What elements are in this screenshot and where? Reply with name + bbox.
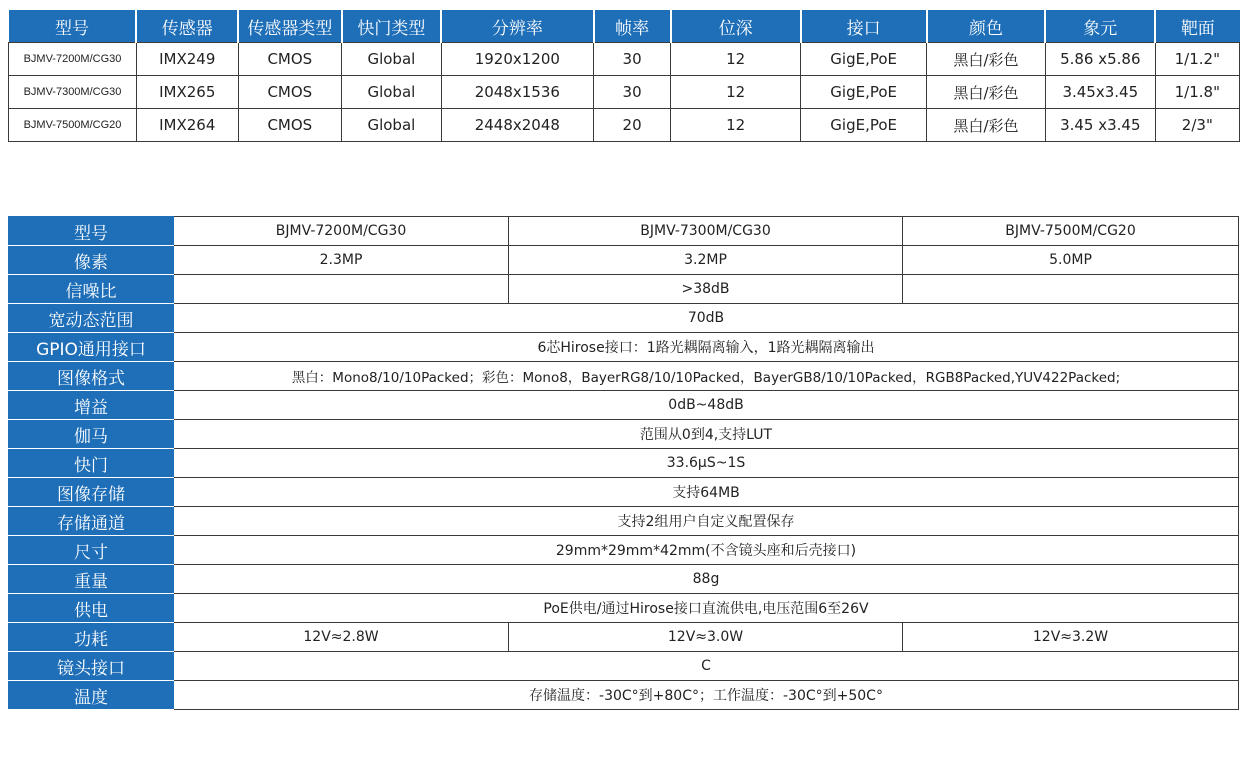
header-model: 型号 bbox=[9, 10, 137, 43]
spec-value: C bbox=[174, 652, 1239, 681]
cell-sensor: IMX264 bbox=[136, 109, 238, 142]
cell-shutter-type: Global bbox=[342, 43, 442, 76]
spec-label: 型号 bbox=[9, 217, 174, 246]
spec-value: 70dB bbox=[174, 304, 1239, 333]
spec-label: 温度 bbox=[9, 681, 174, 710]
header-sensor-format: 靶面 bbox=[1155, 10, 1239, 43]
spec-value: 支持64MB bbox=[174, 478, 1239, 507]
cell-sensor-type: CMOS bbox=[238, 76, 342, 109]
cell-frame-rate: 30 bbox=[594, 43, 671, 76]
spec-value: 存储温度：-30C°到+80C°；工作温度：-30C°到+50C° bbox=[174, 681, 1239, 710]
spec-value: 29mm*29mm*42mm(不含镜头座和后壳接口) bbox=[174, 536, 1239, 565]
table-header-row bbox=[9, 10, 1240, 43]
header-bit-depth: 位深 bbox=[671, 10, 801, 43]
spec-value: 支持2组用户自定义配置保存 bbox=[174, 507, 1239, 536]
header-frame-rate: 帧率 bbox=[594, 10, 671, 43]
spec-label: 快门 bbox=[9, 449, 174, 478]
spec-row-temperature bbox=[9, 681, 1239, 710]
cell-shutter-type: Global bbox=[342, 76, 442, 109]
table-row bbox=[9, 109, 1240, 142]
cell-pixel-size: 3.45x3.45 bbox=[1045, 76, 1155, 109]
spec-row-dynamic-range bbox=[9, 304, 1239, 333]
cell-sensor-format: 2/3" bbox=[1155, 109, 1239, 142]
spec-label: 功耗 bbox=[9, 623, 174, 652]
cell-bit-depth: 12 bbox=[671, 43, 801, 76]
header-pixel-size: 象元 bbox=[1045, 10, 1155, 43]
spec-row-storage-channel bbox=[9, 507, 1239, 536]
spec-value: BJMV-7300M/CG30 bbox=[509, 217, 903, 246]
spec-value: 3.2MP bbox=[509, 246, 903, 275]
spec-value: 2.3MP bbox=[174, 246, 509, 275]
spec-value: 88g bbox=[174, 565, 1239, 594]
camera-spec-summary-table bbox=[8, 10, 1240, 142]
spec-label: 增益 bbox=[9, 391, 174, 420]
spec-row-gain bbox=[9, 391, 1239, 420]
cell-sensor: IMX265 bbox=[136, 76, 238, 109]
spec-value: 12V≈3.0W bbox=[509, 623, 903, 652]
cell-interface: GigE,PoE bbox=[801, 76, 927, 109]
cell-model: BJMV-7300M/CG30 bbox=[9, 76, 137, 109]
cell-sensor-format: 1/1.2" bbox=[1155, 43, 1239, 76]
cell-resolution: 1920x1200 bbox=[441, 43, 593, 76]
cell-model: BJMV-7200M/CG30 bbox=[9, 43, 137, 76]
spec-row-model bbox=[9, 217, 1239, 246]
spec-label: 镜头接口 bbox=[9, 652, 174, 681]
spec-value: 12V≈2.8W bbox=[174, 623, 509, 652]
spec-value: 黑白：Mono8/10/10Packed；彩色：Mono8，BayerRG8/10/10Packed，BayerGB8/10/10Packed，RGB8Packed,YUV422Packed; bbox=[174, 362, 1239, 391]
cell-sensor-type: CMOS bbox=[238, 109, 342, 142]
spec-label: 伽马 bbox=[9, 420, 174, 449]
spec-row-image-format bbox=[9, 362, 1239, 391]
spec-label: 尺寸 bbox=[9, 536, 174, 565]
header-sensor-type: 传感器类型 bbox=[238, 10, 342, 43]
spec-label: 宽动态范围 bbox=[9, 304, 174, 333]
cell-bit-depth: 12 bbox=[671, 109, 801, 142]
cell-color: 黑白/彩色 bbox=[927, 76, 1046, 109]
spec-label: GPIO通用接口 bbox=[9, 333, 174, 362]
spec-label: 像素 bbox=[9, 246, 174, 275]
camera-spec-detail-table bbox=[8, 216, 1239, 710]
cell-resolution: 2048x1536 bbox=[441, 76, 593, 109]
cell-color: 黑白/彩色 bbox=[927, 43, 1046, 76]
spec-row-image-storage bbox=[9, 478, 1239, 507]
spec-label: 供电 bbox=[9, 594, 174, 623]
spec-value: BJMV-7500M/CG20 bbox=[903, 217, 1239, 246]
cell-sensor-type: CMOS bbox=[238, 43, 342, 76]
spec-value: 范围从0到4,支持LUT bbox=[174, 420, 1239, 449]
cell-interface: GigE,PoE bbox=[801, 43, 927, 76]
spec-value bbox=[903, 275, 1239, 304]
spec-value: 0dB~48dB bbox=[174, 391, 1239, 420]
cell-color: 黑白/彩色 bbox=[927, 109, 1046, 142]
spec-row-pixels bbox=[9, 246, 1239, 275]
cell-pixel-size: 5.86 x5.86 bbox=[1045, 43, 1155, 76]
spec-row-size bbox=[9, 536, 1239, 565]
cell-frame-rate: 20 bbox=[594, 109, 671, 142]
table-row bbox=[9, 76, 1240, 109]
spec-row-gpio bbox=[9, 333, 1239, 362]
header-interface: 接口 bbox=[801, 10, 927, 43]
spec-label: 图像存储 bbox=[9, 478, 174, 507]
spec-row-power-consumption bbox=[9, 623, 1239, 652]
spec-label: 存储通道 bbox=[9, 507, 174, 536]
cell-bit-depth: 12 bbox=[671, 76, 801, 109]
cell-shutter-type: Global bbox=[342, 109, 442, 142]
spec-label: 信噪比 bbox=[9, 275, 174, 304]
header-sensor: 传感器 bbox=[136, 10, 238, 43]
table-row bbox=[9, 43, 1240, 76]
spec-value: BJMV-7200M/CG30 bbox=[174, 217, 509, 246]
spec-value: 5.0MP bbox=[903, 246, 1239, 275]
cell-pixel-size: 3.45 x3.45 bbox=[1045, 109, 1155, 142]
header-color: 颜色 bbox=[927, 10, 1046, 43]
spec-value: >38dB bbox=[509, 275, 903, 304]
spec-value: 6芯Hirose接口：1路光耦隔离输入，1路光耦隔离输出 bbox=[174, 333, 1239, 362]
spec-label: 重量 bbox=[9, 565, 174, 594]
spec-row-gamma bbox=[9, 420, 1239, 449]
cell-frame-rate: 30 bbox=[594, 76, 671, 109]
header-shutter-type: 快门类型 bbox=[342, 10, 442, 43]
cell-model: BJMV-7500M/CG20 bbox=[9, 109, 137, 142]
spec-row-lens-mount bbox=[9, 652, 1239, 681]
cell-sensor-format: 1/1.8" bbox=[1155, 76, 1239, 109]
spec-row-power-supply bbox=[9, 594, 1239, 623]
spec-row-shutter bbox=[9, 449, 1239, 478]
cell-sensor: IMX249 bbox=[136, 43, 238, 76]
spec-row-snr bbox=[9, 275, 1239, 304]
spec-row-weight bbox=[9, 565, 1239, 594]
spec-value bbox=[174, 275, 509, 304]
spec-value: PoE供电/通过Hirose接口直流供电,电压范围6至26V bbox=[174, 594, 1239, 623]
spec-value: 33.6μS~1S bbox=[174, 449, 1239, 478]
cell-resolution: 2448x2048 bbox=[441, 109, 593, 142]
spec-label: 图像格式 bbox=[9, 362, 174, 391]
spec-value: 12V≈3.2W bbox=[903, 623, 1239, 652]
cell-interface: GigE,PoE bbox=[801, 109, 927, 142]
header-resolution: 分辨率 bbox=[441, 10, 593, 43]
